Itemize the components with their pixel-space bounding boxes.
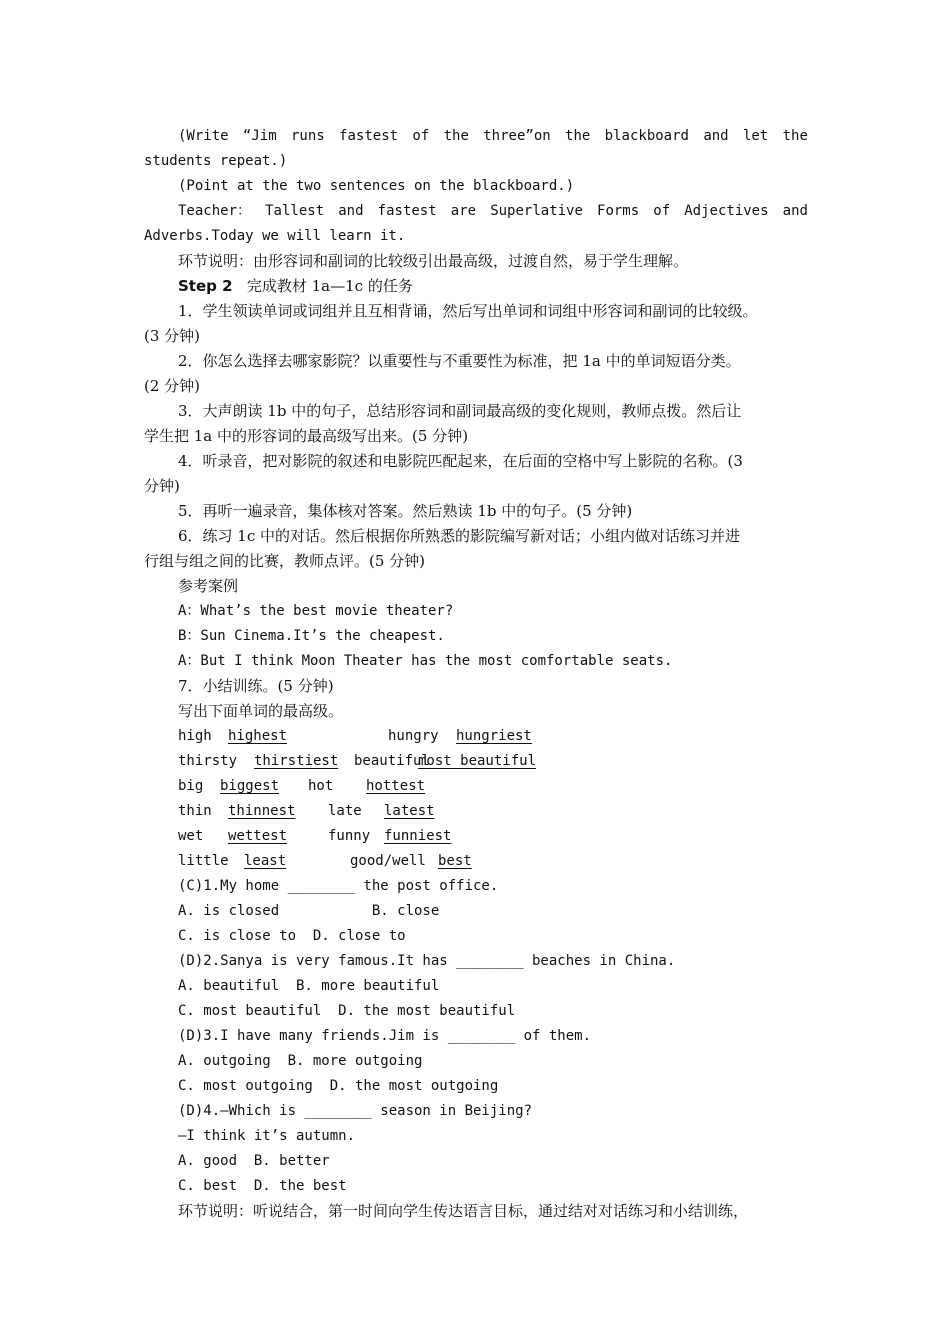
word: blackboard	[604, 128, 689, 144]
quiz-question-4: (D)4.—Which is ________ season in Beijing?	[178, 1103, 533, 1119]
superlative-answer: biggest	[220, 778, 280, 794]
word-row-6	[144, 849, 808, 874]
superlative-answer: most beautiful	[418, 753, 537, 769]
task-3-line-1: 3．大声朗读 1b 中的句子，总结形容词和副词最高级的变化规则，教师点拨。然后让	[178, 402, 742, 420]
word: the	[565, 128, 591, 144]
task-6-line-1: 6．练习 1c 中的对话。然后根据你所熟悉的影院编写新对话；小组内做对话练习并进	[178, 527, 741, 545]
superlative-answer: thirstiest	[254, 753, 339, 769]
word: fastest	[377, 203, 437, 219]
task-2-line-2: (2 分钟)	[144, 377, 201, 395]
word: of	[412, 128, 430, 144]
dialogue-line-b: B：Sun Cinema.It’s the cheapest.	[178, 628, 445, 644]
word: thin	[178, 803, 212, 819]
step-title: 完成教材 1a—1c 的任务	[246, 277, 413, 295]
step-heading	[144, 274, 808, 299]
word: and	[338, 203, 364, 219]
step-label: Step 2	[178, 277, 233, 295]
task-6-line-2: 行组与组之间的比赛，教师点评。(5 分钟)	[144, 552, 426, 570]
superlative-answer: thinnest	[228, 803, 296, 819]
section-note-1: 环节说明：由形容词和副词的比较级引出最高级，过渡自然，易于学生理解。	[178, 252, 689, 270]
word: the	[443, 128, 469, 144]
word: and	[703, 128, 729, 144]
task-7-instruction: 写出下面单词的最高级。	[178, 702, 344, 720]
word: runs	[290, 128, 325, 144]
quiz-options-1b: C. is close to D. close to	[178, 928, 406, 944]
quiz-question-3: (D)3.I have many friends.Jim is ________ of them.	[178, 1028, 592, 1044]
quiz-options-2a: A. beautiful B. more beautiful	[178, 978, 440, 994]
quiz-options-3a: A. outgoing B. more outgoing	[178, 1053, 423, 1069]
superlative-answer: wettest	[228, 828, 288, 844]
task-7: 7．小结训练。(5 分钟)	[178, 677, 334, 695]
superlative-answer: funniest	[384, 828, 452, 844]
quiz-options-2b: C. most beautiful D. the most beautiful	[178, 1003, 516, 1019]
quiz-options-3b: C. most outgoing D. the most outgoing	[178, 1078, 499, 1094]
word-row-1	[144, 724, 808, 749]
superlative-answer: hungriest	[456, 728, 532, 744]
word: little	[178, 853, 229, 869]
word: “Jim	[242, 128, 277, 144]
dialogue-line-a2: A：But I think Moon Theater has the most comfortable seats.	[178, 653, 673, 669]
quiz-question-2: (D)2.Sanya is very famous.It has ________ beaches in China.	[178, 953, 676, 969]
reference-heading: 参考案例	[178, 577, 239, 595]
word: Adjectives	[684, 203, 769, 219]
word: are	[450, 203, 477, 219]
superlative-answer: best	[438, 853, 472, 869]
word: wet	[178, 828, 204, 844]
word: of	[653, 203, 671, 219]
word-row-2	[144, 749, 808, 774]
superlative-answer: least	[244, 853, 287, 869]
word: let	[742, 128, 769, 144]
task-4-line-1: 4．听录音，把对影院的叙述和电影院匹配起来，在后面的空格中写上影院的名称。(3	[178, 452, 743, 470]
word: Forms	[597, 203, 640, 219]
document-body	[144, 124, 808, 1224]
quiz-options-4b: C. best D. the best	[178, 1178, 347, 1194]
paragraph-line-5: Adverbs.Today we will learn it.	[144, 228, 406, 244]
task-3-line-2: 学生把 1a 中的形容词的最高级写出来。(5 分钟)	[144, 427, 469, 445]
quiz-response-4: —I think it’s autumn.	[178, 1128, 356, 1144]
word: Superlative	[490, 203, 583, 219]
paragraph-line-4	[144, 199, 808, 224]
superlative-answer: hottest	[366, 778, 426, 794]
word: hungry	[388, 728, 439, 744]
superlative-answer: highest	[228, 728, 288, 744]
quiz-options-1a: A. is closed B. close	[178, 903, 440, 919]
word: fastest	[339, 128, 399, 144]
word: (Write	[178, 128, 229, 144]
word: the	[782, 128, 808, 144]
word: three”on	[483, 128, 551, 144]
quiz-question-1: (C)1.My home ________ the post office.	[178, 878, 499, 894]
task-4-line-2: 分钟)	[144, 477, 180, 495]
word: Teacher：	[178, 203, 252, 219]
superlative-answer: latest	[384, 803, 435, 819]
task-2-line-1: 2．你怎么选择去哪家影院？以重要性与不重要性为标准，把 1a 中的单词短语分类。	[178, 352, 741, 370]
dialogue-line-a1: A：What’s the best movie theater?	[178, 603, 454, 619]
word: late	[328, 803, 362, 819]
word: beautiful	[354, 753, 430, 769]
section-note-2: 环节说明：听说结合，第一时间向学生传达语言目标，通过结对对话练习和小结训练，	[178, 1202, 749, 1220]
word: big	[178, 778, 204, 794]
paragraph-line-3: (Point at the two sentences on the blackboard.)	[178, 178, 575, 194]
word: good/well	[350, 853, 426, 869]
word: hot	[308, 778, 334, 794]
task-1-line-2: (3 分钟)	[144, 327, 201, 345]
word: high	[178, 728, 212, 744]
quiz-options-4a: A. good B. better	[178, 1153, 330, 1169]
word: funny	[328, 828, 371, 844]
word-row-5	[144, 824, 808, 849]
task-1-line-1: 1．学生领读单词或词组并且互相背诵，然后写出单词和词组中形容词和副词的比较级。	[178, 302, 758, 320]
task-5: 5．再听一遍录音，集体核对答案。然后熟读 1b 中的句子。(5 分钟)	[178, 502, 633, 520]
word: Tallest	[265, 203, 325, 219]
paragraph-line-2: students repeat.)	[144, 153, 288, 169]
word: and	[782, 203, 808, 219]
word-row-4	[144, 799, 808, 824]
word: thirsty	[178, 753, 238, 769]
word-row-3	[144, 774, 808, 799]
paragraph-line-1	[144, 124, 808, 149]
